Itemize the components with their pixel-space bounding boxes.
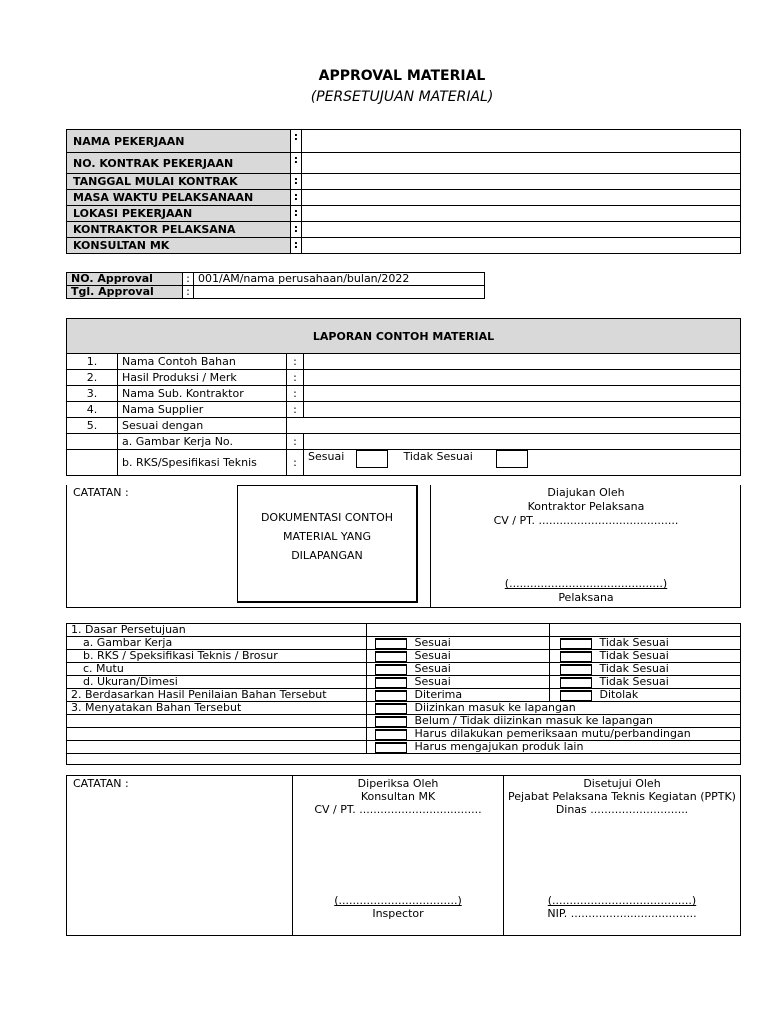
laporan-table: LAPORAN CONTOH MATERIAL 1. Nama Contoh Bahan : 2. Hasil Produksi / Merk : 3. Nama Sub. Kontraktor : 4. Nama Supplier : 5. Sesuai dengan a. Gambar Kerja No. : b. RKS/Spesifikasi Teknis : Sesuai Tidak Sesuai (66, 318, 741, 476)
pptk-sign (504, 894, 740, 920)
field-label: TANGGAL MULAI KONTRAK (67, 174, 291, 190)
field-value[interactable] (302, 206, 741, 222)
sign-line[interactable]: (..................................) (334, 894, 462, 907)
checkbox[interactable] (375, 742, 407, 753)
tidak-sesuai-checkbox[interactable] (496, 450, 528, 468)
laporan-row-label: Sesuai dengan (118, 418, 287, 434)
laporan-title: LAPORAN CONTOH MATERIAL (67, 319, 741, 354)
field-label: NO. KONTRAK PEKERJAAN (67, 153, 291, 174)
gambar-kerja-value[interactable] (304, 434, 741, 450)
field-label: MASA WAKTU PELAKSANAAN (67, 190, 291, 206)
nip-line[interactable]: NIP. .................................... (547, 907, 697, 920)
checkbox[interactable] (375, 690, 407, 701)
laporan-row-label: Hasil Produksi / Merk (118, 370, 287, 386)
checkbox[interactable] (560, 664, 592, 675)
checkbox[interactable] (560, 690, 592, 701)
field-value[interactable] (302, 222, 741, 238)
approval-no-label: NO. Approval (67, 273, 183, 286)
checkbox[interactable] (375, 677, 407, 688)
diajukan-block: Diajukan Oleh Kontraktor Pelaksana CV / PT. ........................................ (493, 486, 679, 527)
approval-date-label: Tgl. Approval (67, 286, 183, 299)
checkbox[interactable] (560, 677, 592, 688)
catatan-label: CATATAN : (73, 486, 129, 499)
sign-line[interactable]: (........................................) (547, 894, 697, 907)
tidak-sesuai-label: Tidak Sesuai (403, 450, 473, 463)
field-label: KONSULTAN MK (67, 238, 291, 254)
field-value[interactable] (302, 153, 741, 174)
diperiksa-block: Diperiksa Oleh Konsultan MK CV / PT. ................................... (314, 777, 482, 816)
field-label: KONTRAKTOR PELAKSANA (67, 222, 291, 238)
checkbox[interactable] (375, 651, 407, 662)
form-title: APPROVAL MATERIAL (318, 68, 486, 84)
subtitle-text: (PERSETUJUAN MATERIAL) (310, 89, 494, 105)
approval-no-value[interactable]: 001/AM/nama perusahaan/bulan/2022 (194, 273, 485, 286)
project-fields-table: NAMA PEKERJAAN : NO. KONTRAK PEKERJAAN : TANGGAL MULAI KONTRAK : MASA WAKTU PELAKSANAAN : LOKASI PEKERJAAN : KONTRAKTOR PELAKSANA : KONSULTAN MK : (66, 129, 741, 254)
rks-options (304, 450, 741, 476)
field-value[interactable] (302, 174, 741, 190)
gambar-kerja-label: a. Gambar Kerja No. (118, 434, 287, 450)
laporan-row-value[interactable] (304, 402, 741, 418)
laporan-row-value[interactable] (304, 386, 741, 402)
approval-table: NO. Approval : 001/AM/nama perusahaan/bulan/2022 Tgl. Approval : (66, 272, 485, 299)
sesuai-label: Sesuai (308, 450, 345, 463)
rks-label: b. RKS/Spesifikasi Teknis (118, 450, 287, 476)
checkbox[interactable] (375, 638, 407, 649)
checkbox[interactable] (375, 729, 407, 740)
catatan-section (66, 485, 741, 608)
checkbox[interactable] (560, 651, 592, 662)
checkbox[interactable] (375, 664, 407, 675)
footer-signature-section (66, 775, 741, 936)
disetujui-block: Disetujui Oleh Pejabat Pelaksana Teknis Kegiatan (PPTK) Dinas ............................ (508, 777, 736, 816)
inspector-sign: (..................................) Inspector (293, 894, 503, 920)
sesuai-checkbox[interactable] (356, 450, 388, 468)
footer-catatan-label: CATATAN : (73, 777, 129, 790)
dasar-persetujuan-table: 1. Dasar Persetujuan a. Gambar Kerja Sesuai Tidak Sesuai b. RKS / Speksifikasi Teknis / Brosur Sesuai Tidak Sesuai c. Mutu Sesuai Tidak Sesuai d. Ukuran/Dimesi Sesuai Tidak Sesuai 2. Berdasarkan Hasil Penilaian Bahan Tersebut Diterima Ditolak 3. Menyatakan Bahan Tersebut Diizinkan masuk ke lapangan Belum / Tidak diizinkan masuk ke lapangan Harus dilakukan pemeriksaan mutu/perbandingan Harus mengajukan produk lain (66, 623, 741, 765)
laporan-row-value[interactable] (304, 370, 741, 386)
laporan-row-label: Nama Supplier (118, 402, 287, 418)
pelaksana-sign: (............................................) Pelaksana (431, 577, 741, 605)
field-value[interactable] (302, 130, 741, 153)
approval-date-value[interactable] (194, 286, 485, 299)
checkbox[interactable] (375, 716, 407, 727)
field-value[interactable] (302, 190, 741, 206)
laporan-row-value[interactable] (304, 354, 741, 370)
field-value[interactable] (302, 238, 741, 254)
form-subtitle (0, 89, 768, 105)
sign-line[interactable]: (............................................) (504, 577, 668, 590)
dokumentasi-box: DOKUMENTASI CONTOH MATERIAL YANG DILAPANGAN (237, 485, 418, 603)
checkbox[interactable] (560, 638, 592, 649)
checkbox[interactable] (375, 703, 407, 714)
laporan-row-label: Nama Contoh Bahan (118, 354, 287, 370)
field-label: LOKASI PEKERJAAN (67, 206, 291, 222)
field-label: NAMA PEKERJAAN (67, 130, 291, 153)
laporan-row-label: Nama Sub. Kontraktor (118, 386, 287, 402)
